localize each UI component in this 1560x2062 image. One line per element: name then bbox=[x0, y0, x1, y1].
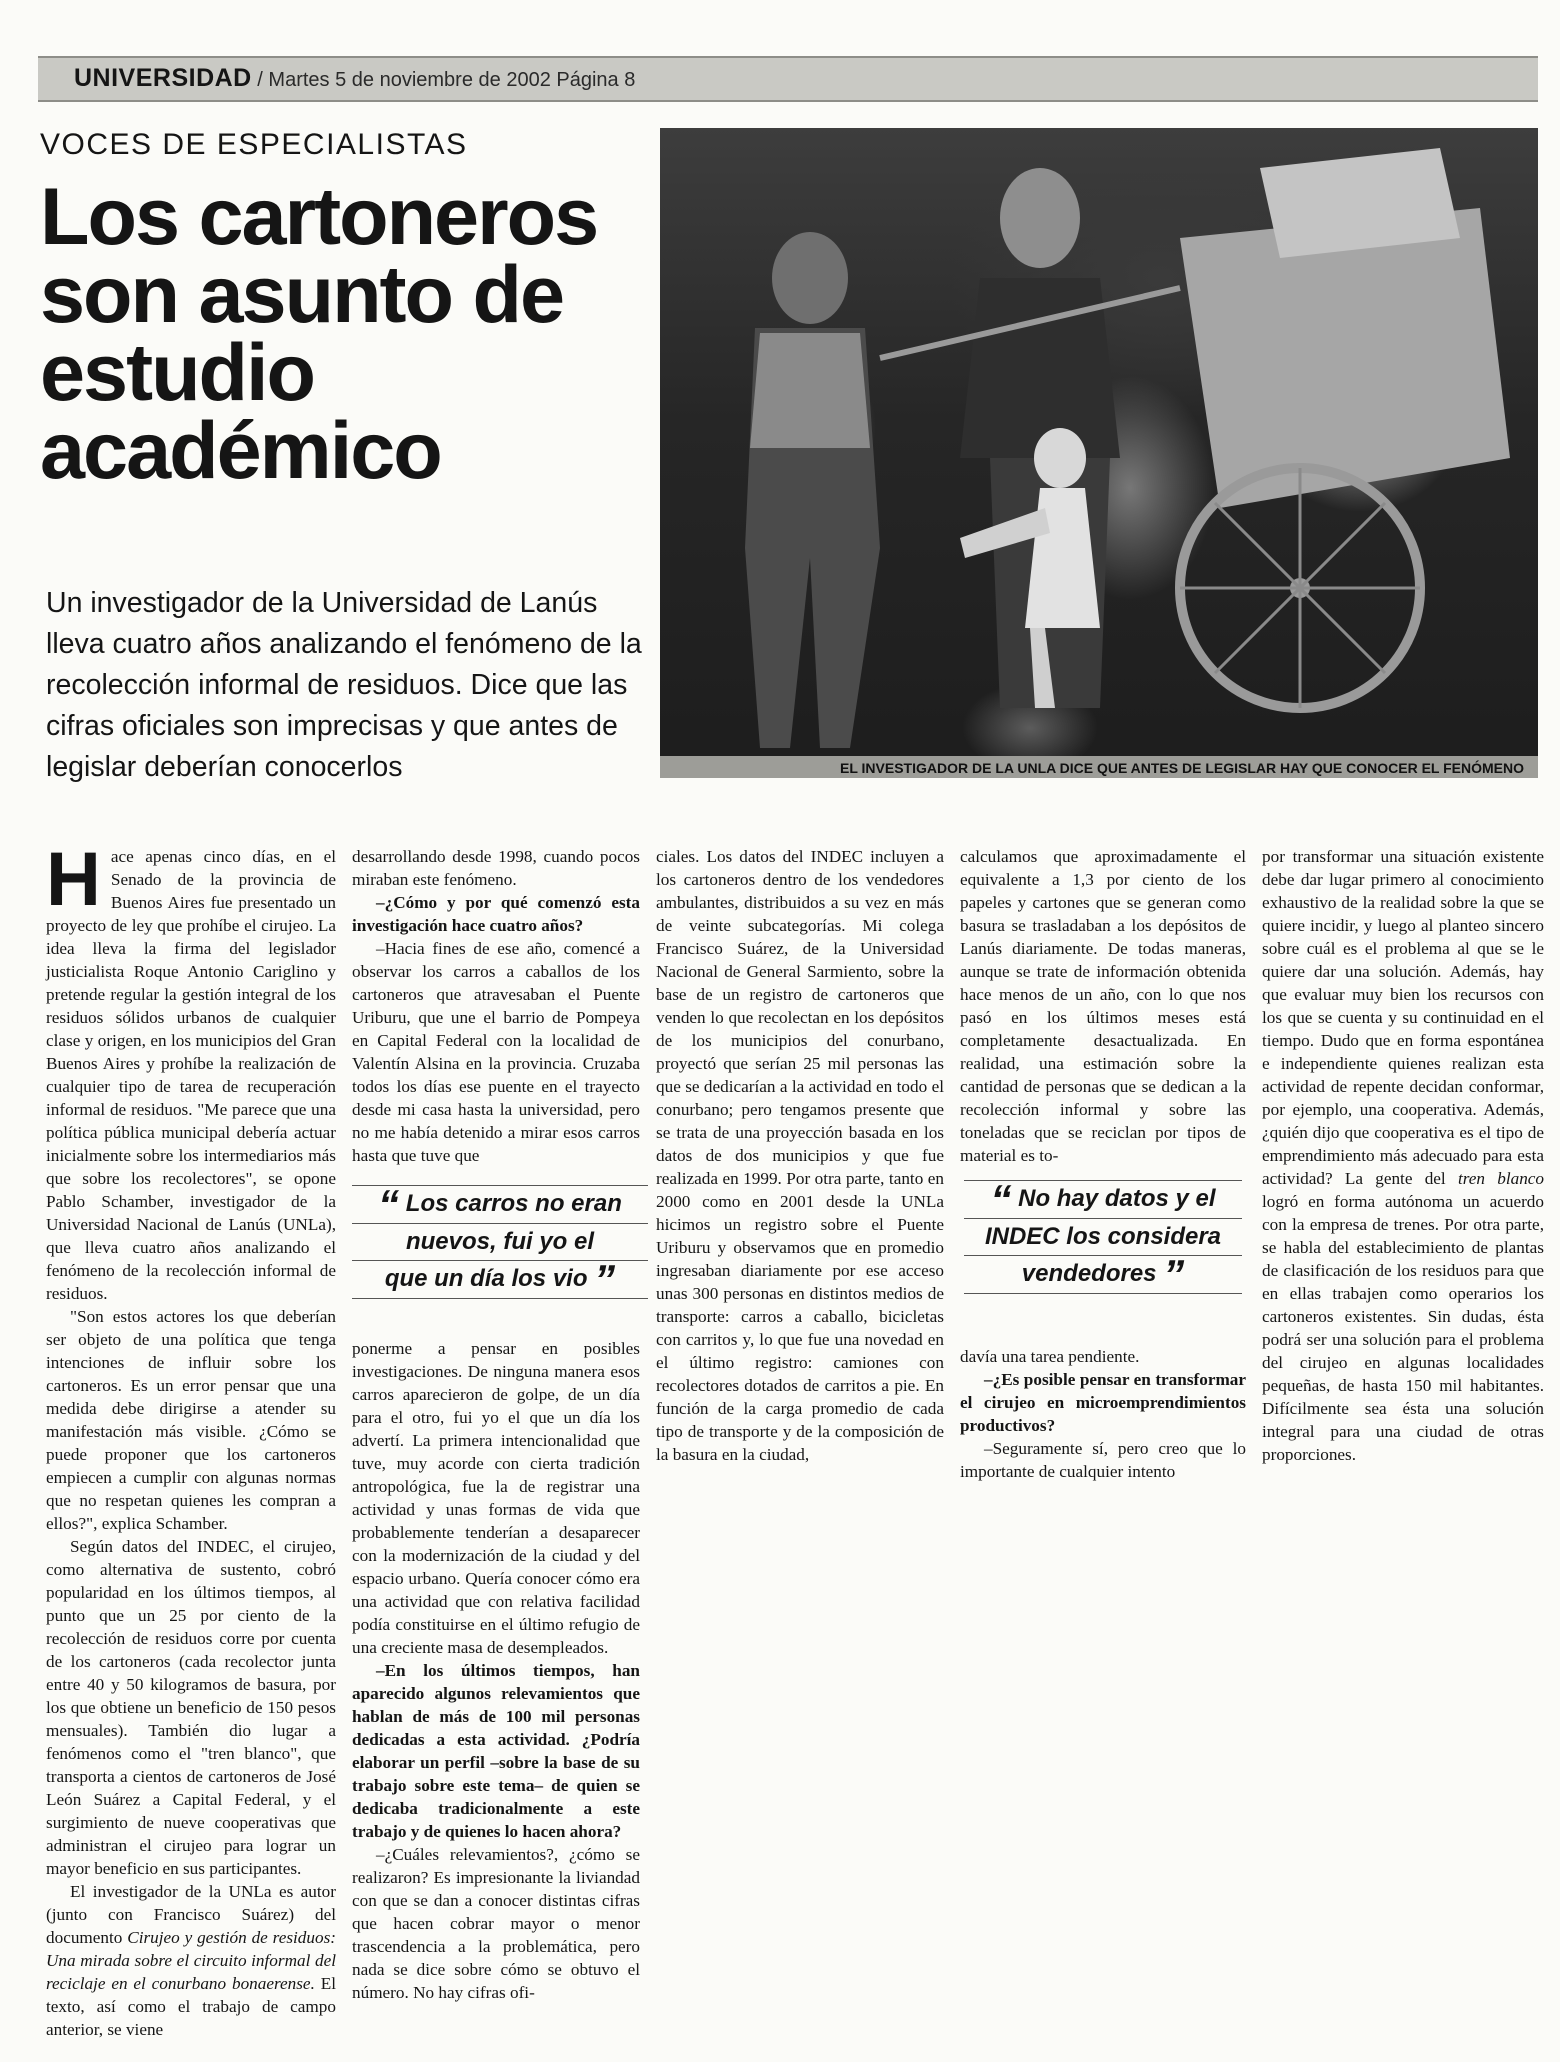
cartoneros-photo bbox=[660, 128, 1538, 778]
pull-quote-1: “ Los carros no eran nuevos, fui yo el que un día los vio ” bbox=[352, 1185, 648, 1299]
body-paragraph: por transformar una situación existente debe dar lugar primero al conocimiento exhaustivo de la realidad sobre la que se quiere incidir, y luego al planteo sincero sobre cuál es el problema al que se le quiere dar una solución. Además, hay que evaluar muy bien los recursos con los que se cuenta y su continuidad en el tiempo. Dudo que en forma espontánea e independiente quienes realizan esta actividad de repente decidan conformar, por ejemplo, una cooperativa. Además, ¿quién dijo que cooperativa es el tipo de emprendimiento más adecuado para esta actividad? La gente del tren blanco logró en forma autónoma un acuerdo con la empresa de trenes. Por otra parte, se habla del establecimiento de plantas de clasificación de los residuos para que en ellas trabajen como operarios los cartoneros existentes. Sin dudas, ésta podrá ser una solución para el problema del cirujeo en algunas localidades pequeñas, de hasta 150 mil habitantes. Difícilmente sea ésta una solución integral para una ciudad de otras proporciones. bbox=[1262, 847, 1545, 1464]
body-paragraph: calculamos que aproximadamente el equivalente a 1,3 por ciento de los papeles y cartones que se generan como basura se trasladaban a los depósitos de Lanús diariamente. De todas maneras, aunque se trate de información obtenida hace menos de un año, con lo que nos pasó en los últimos meses está completamente desactualizada. En realidad, una estimación sobre la cantidad de personas que se dedican a la recolección informal y sobre las toneladas que se reciclan por tipos de material es to- bbox=[960, 847, 1246, 1165]
body-paragraph: "Son estos actores los que deberían ser objeto de una política que tenga intenciones de influir sobre los cartoneros. Es un error pensar que una medida debe dirigirse a atender su manifestación más visible. ¿Cómo se puede proponer que los cartoneros empiecen a cumplir con algunas normas que no respetan quienes les compran a ellos?", explica Schamber. bbox=[46, 1307, 336, 1533]
close-quote-mark: ” bbox=[594, 1256, 616, 1303]
lead-paragraph: Hace apenas cinco días, en el Senado de la provincia de Buenos Aires fue presentado un proyecto de ley que prohíbe el cirujeo. La idea lleva la firma del legislador justicialista Roque Antonio Cariglino y pretende regular la gestión integral de los residuos sólidos urbanos de cualquier clase y origen, en los municipios del Gran Buenos Aires y prohíbe la realización de cualquier tipo de tarea de recuperación informal de residuos. "Me parece que una política pública municipal debería actuar inicialmente sobre los intermediarios más que sobre los recolectores", se opone Pablo Schamber, investigador de la Universidad Nacional de Lanús (UNLa), que lleva cuatro años analizando el fenómeno de la recolección informal de residuos. bbox=[46, 837, 336, 1303]
article-column-1 bbox=[46, 837, 337, 2041]
drop-cap: H bbox=[46, 837, 101, 922]
subhead: Un investigador de la Universidad de Lanús lleva cuatro años analizando el fenómeno de la recolección informal de residuos. Dice que las cifras oficiales son imprecisas y que antes de legislar deberían conocerlos bbox=[46, 587, 642, 783]
kicker: VOCES DE ESPECIALISTAS bbox=[40, 128, 468, 161]
body-paragraph: desarrollando desde 1998, cuando pocos miraban este fenómeno. bbox=[352, 847, 640, 889]
headline: Los cartoneros son asunto de estudio académico bbox=[40, 172, 598, 496]
body-paragraph: –¿Cuáles relevamientos?, ¿cómo se realizaron? Es impresionante la liviandad con que se dan a conocer distintas cifras que hacen cobrar mayor o menor trascendencia a la problemática, pero nada se dice sobre cómo se obtuvo el número. No hay cifras ofi- bbox=[352, 1845, 640, 2002]
section-name: UNIVERSIDAD bbox=[74, 64, 252, 92]
body-paragraph: –Seguramente sí, pero creo que lo importante de cualquier intento bbox=[960, 1439, 1246, 1481]
photo-caption: EL INVESTIGADOR DE LA UNLA DICE QUE ANTES DE LEGISLAR HAY QUE CONOCER EL FENÓMENO bbox=[840, 760, 1524, 776]
body-paragraph: davía una tarea pendiente. bbox=[960, 1347, 1140, 1366]
interview-question: –¿Es posible pensar en transformar el cirujeo en microemprendimientos productivos? bbox=[960, 1370, 1246, 1435]
article-column-4 bbox=[960, 845, 1246, 1483]
caption-band bbox=[660, 756, 1538, 778]
pull-quote-2: “ No hay datos y el INDEC los considera vendedores ” bbox=[964, 1180, 1242, 1294]
body-paragraph: Según datos del INDEC, el cirujeo, como alternativa de sustento, cobró popularidad en los últimos tiempos, al punto que un 25 por ciento de la recolección de residuos corre por cuenta de los cartoneros (cada recolector junta entre 40 y 50 kilogramos de basura, por los que obtiene un beneficio de 150 pesos mensuales). También dio lugar a fenómenos como el "tren blanco", que transporta a cientos de cartoneros de José León Suárez a Capital Federal, y el surgimiento de nueve cooperativas que administran el cirujeo para lograr un mayor beneficio en sus participantes. bbox=[46, 1537, 336, 1878]
tren-blanco-term: tren blanco bbox=[1457, 1169, 1545, 1188]
issue-date: / Martes 5 de noviembre de 2002 Página 8 bbox=[251, 69, 636, 91]
body-paragraph: –Hacia fines de ese año, comencé a observar los carros a caballos de los cartoneros que atravesaban el Puente Uriburu, que une el barrio de Pompeya en Capital Federal con la localidad de Valentín Alsina en la provincia. Cruzaba todos los días ese puente en el trayecto desde mi casa hasta la universidad, pero no me había detenido a mirar esos carros hasta que tuve que bbox=[352, 939, 640, 1165]
body-paragraph: ponerme a pensar en posibles investigaciones. De ninguna manera esos carros aparecieron de golpe, de un día para el otro, fui yo el que un día los advertí. La primera intencionalidad que tuve, muy acorde con cierta tradición antropológica, fue la de registrar una actividad y unas formas de vida que probablemente tenderían a desaparecer con la modernización de la ciudad y del espacio urbano. Quería conocer cómo era una actividad que con relativa facilidad podía constituirse en el último refugio de una creciente masa de desempleados. bbox=[352, 1339, 640, 1657]
body-paragraph: El investigador de la UNLa es autor (junto con Francisco Suárez) del documento Cirujeo y gestión de residuos: Una mirada sobre el circuito informal del reciclaje en el conurbano bonaerense. El texto, así como el trabajo de campo anterior, se viene bbox=[46, 1882, 337, 2039]
photo-scene bbox=[660, 128, 1538, 756]
close-quote-mark: ” bbox=[1163, 1251, 1185, 1298]
interview-question: –¿Cómo y por qué comenzó esta investigación hace cuatro años? bbox=[352, 893, 640, 935]
open-quote-mark: “ bbox=[990, 1176, 1012, 1223]
document-title: Cirujeo y gestión de residuos: Una mirada sobre el circuito informal del reciclaje en el conurbano bonaerense. bbox=[46, 1928, 337, 1993]
interview-question: –En los últimos tiempos, han aparecido algunos relevamientos que hablan de más de 100 mil personas dedicadas a esta actividad. ¿Podría elaborar un perfil –sobre la base de su trabajo sobre este tema– de quien se dedicaba tradicionalmente a este trabajo y de quienes lo hacen ahora? bbox=[352, 1661, 640, 1841]
article-column-3 bbox=[656, 845, 944, 1466]
article-column-2 bbox=[352, 845, 640, 2004]
open-quote-mark: “ bbox=[378, 1181, 400, 1228]
body-paragraph: ciales. Los datos del INDEC incluyen a los cartoneros dentro de los vendedores ambulantes, distribuidos a su vez en más de veinte subcategorías. Mi colega Francisco Suárez, de la Universidad Nacional de General Sarmiento, sobre la base de un registro de cartoneros que venden lo que recolectan en los depósitos de los municipios del conurbano, proyectó que serían 25 mil personas las que se dedicarían a la actividad en todo el conurbano; pero tengamos presente que se trata de una proyección basada en los datos de dos municipios y que fue realizada en 1999. Por otra parte, tanto en 2000 como en 2001 desde la UNLa hicimos un registro sobre el Puente Uriburu y observamos que en promedio ingresaban diariamente por ese acceso unas 300 personas en distintos medios de transporte: carros a caballo, bicicletas con carritos y, lo que fue una novedad en el último registro: camiones con recolectores dotados de carritos a pie. En función de la carga promedio de cada tipo de transporte y de la composición de la basura en la ciudad, bbox=[656, 847, 944, 1464]
article-column-5 bbox=[1262, 845, 1544, 1466]
section-header-bar bbox=[38, 56, 1538, 102]
